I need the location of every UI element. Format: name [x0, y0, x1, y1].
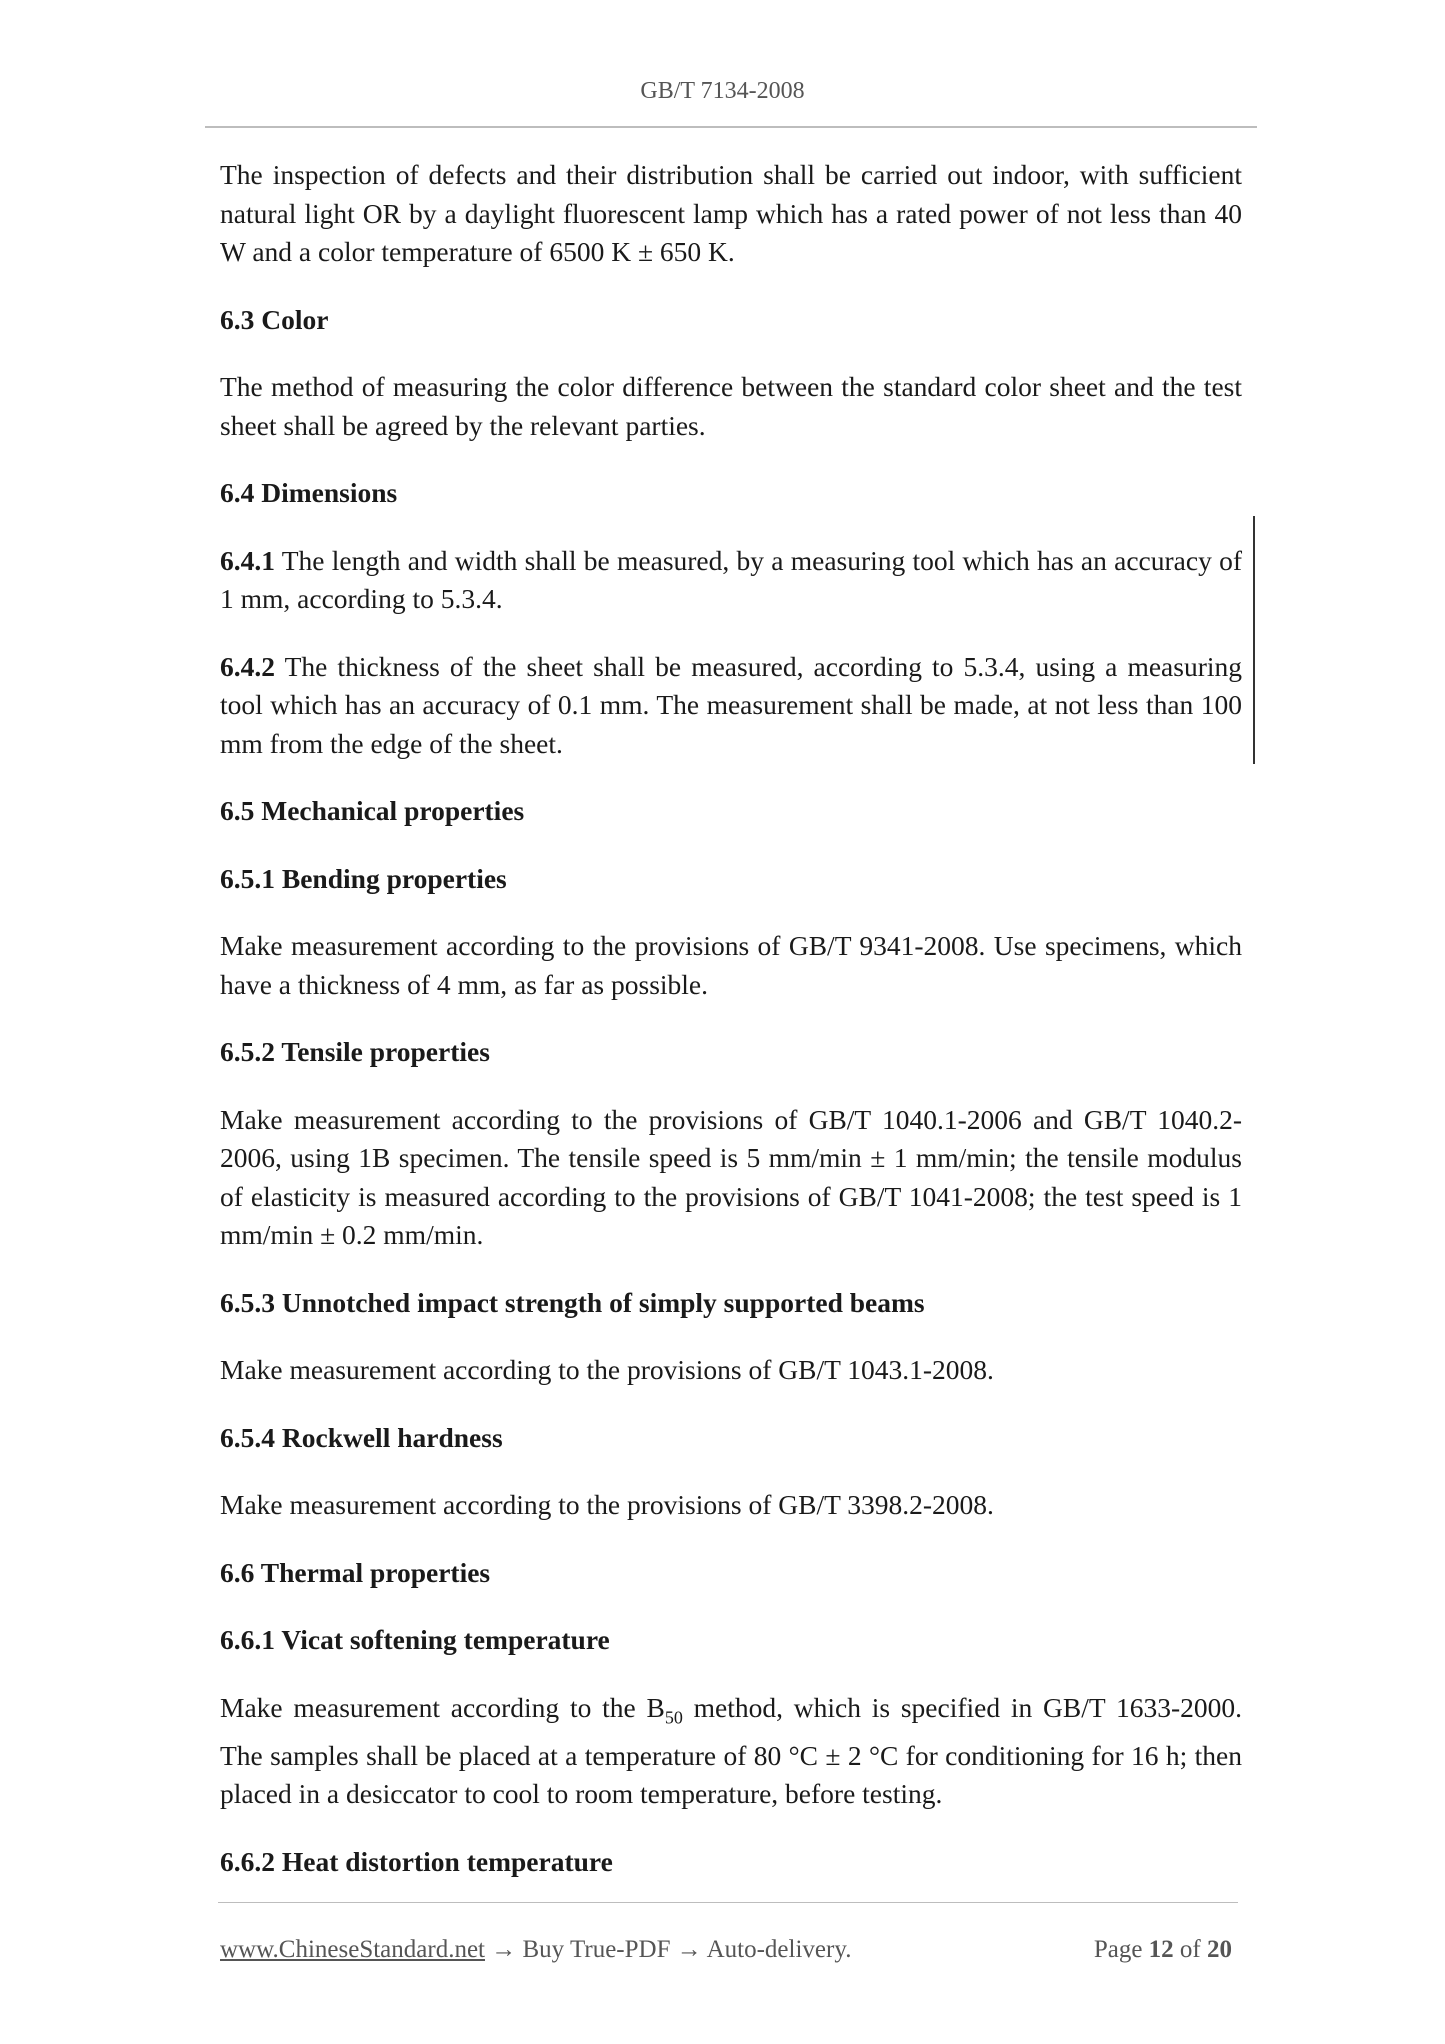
paragraph-6-4-1 — [220, 542, 1242, 619]
document-body — [220, 156, 1242, 1910]
paragraph-6-5-1: Make measurement according to the provisions of GB/T 9341-2008. Use specimens, which have a thickness of 4 mm, as far as possible. — [220, 930, 1242, 1000]
clause-number-6-4-1: 6.4.1 — [220, 544, 275, 576]
paragraph-6-6-1 — [220, 1689, 1242, 1814]
heading-6-6-2: 6.6.2 Heat distortion temperature — [220, 1845, 613, 1877]
footer-left — [220, 1936, 851, 1964]
footer-divider — [218, 1902, 1238, 1903]
current-page-number: 12 — [1148, 1936, 1174, 1963]
paragraph-6-4-2 — [220, 648, 1242, 764]
header-divider — [205, 126, 1257, 128]
paragraph-6-5-3: Make measurement according to the provisions of GB/T 1043.1-2008. — [220, 1354, 994, 1385]
paragraph-inspection: The inspection of defects and their distribution shall be carried out indoor, with sufficient natural light OR by a daylight fluorescent lamp which has a rated power of not less than 40 W and a color temperature of 6500 K ± 650 K. — [220, 159, 1242, 267]
buy-pdf-text: → Buy True-PDF → Auto-delivery. — [485, 1936, 852, 1963]
clause-number-6-4-2: 6.4.2 — [220, 650, 275, 682]
page-word: Page — [1093, 1936, 1149, 1963]
heading-6-5-3: 6.5.3 Unnotched impact strength of simply supported beams — [220, 1286, 925, 1318]
paragraph-6-3: The method of measuring the color difference between the standard color sheet and the test sheet shall be agreed by the relevant parties. — [220, 371, 1242, 441]
website-link[interactable]: www.ChineseStandard.net — [220, 1936, 485, 1963]
heading-6-5-2: 6.5.2 Tensile properties — [220, 1036, 490, 1067]
heading-6-3: 6.3 Color — [220, 303, 329, 335]
total-pages-number: 20 — [1207, 1936, 1232, 1963]
paragraph-6-5-2: Make measurement according to the provisions of GB/T 1040.1-2006 and GB/T 1040.2-2006, using 1B specimen. The tensile speed is 5 mm/min ± 1 mm/min; the tensile modulus of elasticity is measured according to the provisions of GB/T 1041-2008; the test speed is 1 mm/min ± 0.2 mm/min. — [220, 1103, 1242, 1250]
heading-6-5-1: 6.5.1 Bending properties — [220, 862, 507, 894]
subscript-50: 50 — [664, 1707, 683, 1727]
heading-6-5: 6.5 Mechanical properties — [220, 795, 525, 826]
running-header: GB/T 7134-2008 — [640, 78, 805, 104]
heading-6-4: 6.4 Dimensions — [220, 477, 398, 508]
paragraph-6-6-1-rest: method, which is specified in GB/T 1633-2000. The samples shall be placed at a temperature of 80 °C ± 2 °C for conditioning for 16 h; then placed in a desiccator to cool to room temperature, before testing. — [220, 1691, 1243, 1809]
page-indicator — [1094, 1936, 1232, 1964]
clause-text-6-4-2: The thickness of the sheet shall be measured, according to 5.3.4, using a measuring tool which has an accuracy of 0.1 mm. The measurement shall be made, at not less than 100 mm from the edge of the sheet. — [220, 650, 1242, 759]
paragraph-6-5-4: Make measurement according to the provisions of GB/T 3398.2-2008. — [220, 1489, 994, 1520]
paragraph-6-6-1-start: Make measurement according to the B — [220, 1691, 665, 1723]
heading-6-6: 6.6 Thermal properties — [220, 1556, 491, 1588]
of-word: of — [1173, 1936, 1207, 1963]
heading-6-5-4: 6.5.4 Rockwell hardness — [220, 1421, 503, 1453]
heading-6-6-1: 6.6.1 Vicat softening temperature — [220, 1624, 610, 1655]
clause-text-6-4-1: The length and width shall be measured, by a measuring tool which has an accuracy of 1 mm, according to 5.3.4. — [220, 544, 1242, 614]
revision-bar — [1253, 516, 1255, 764]
